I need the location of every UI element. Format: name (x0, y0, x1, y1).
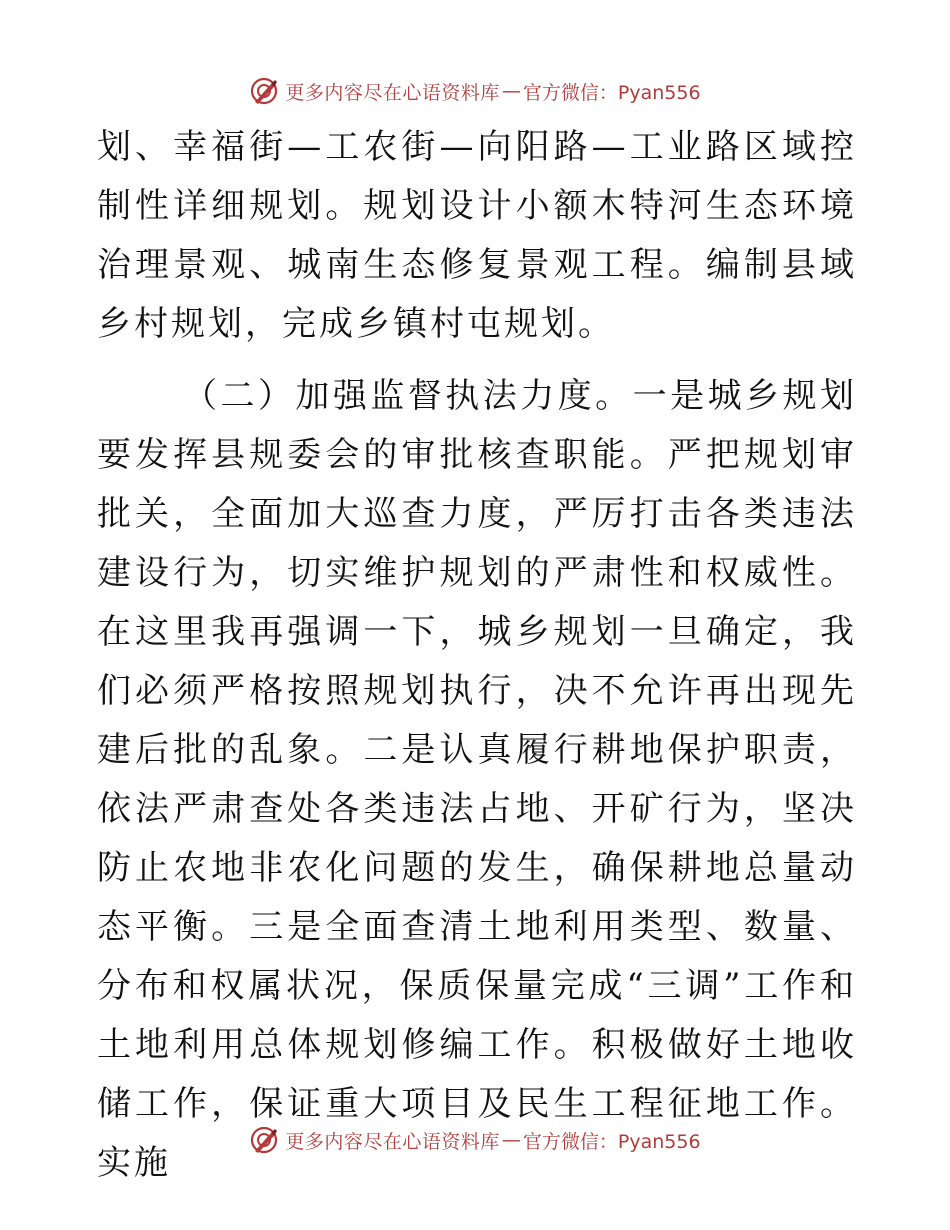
header-watermark (0, 71, 950, 111)
paragraph-supervision-enforcement: （二）加强监督执法力度。一是城乡规划要发挥县规委会的审批核查职能。严把规划审批关，全面加大巡查力度，严厉打击各类违法建设行为，切实维护规划的严肃性和权威性。在这里我再强调一下，城乡规划一旦确定，我们必须严格按照规划执行，决不允许再出现先建后批的乱象。二是认真履行耕地保护职责，依法严肃查处各类违法占地、开矿行为，坚决防止农地非农化问题的发生，确保耕地总量动态平衡。三是全面查清土地利用类型、数量、分布和权属状况，保质保量完成“三调”工作和土地利用总体规划修编工作。积极做好土地收储工作，保证重大项目及民生工程征地工作。实施 (97, 376, 857, 1183)
footer-watermark (0, 1120, 950, 1160)
watermark-separator: — (501, 1129, 521, 1151)
paragraph-continued: 划、幸福街—工农街—向阳路—工业路区域控制性详细规划。规划设计小额木特河生态环境治理景观、城南生态修复景观工程。编制县域乡村规划，完成乡镇村屯规划。 (97, 127, 857, 344)
watermark-title: 更多内容尽在心语资料库 (285, 1130, 500, 1153)
watermark-separator: — (501, 80, 521, 102)
watermark-account: 官方微信：Pyan556 (522, 1130, 701, 1153)
pen-seal-logo-icon (249, 76, 279, 106)
watermark-title: 更多内容尽在心语资料库 (285, 81, 500, 104)
watermark-account: 官方微信：Pyan556 (522, 81, 701, 104)
document-body (97, 118, 857, 1193)
pen-seal-logo-icon (249, 1125, 279, 1155)
